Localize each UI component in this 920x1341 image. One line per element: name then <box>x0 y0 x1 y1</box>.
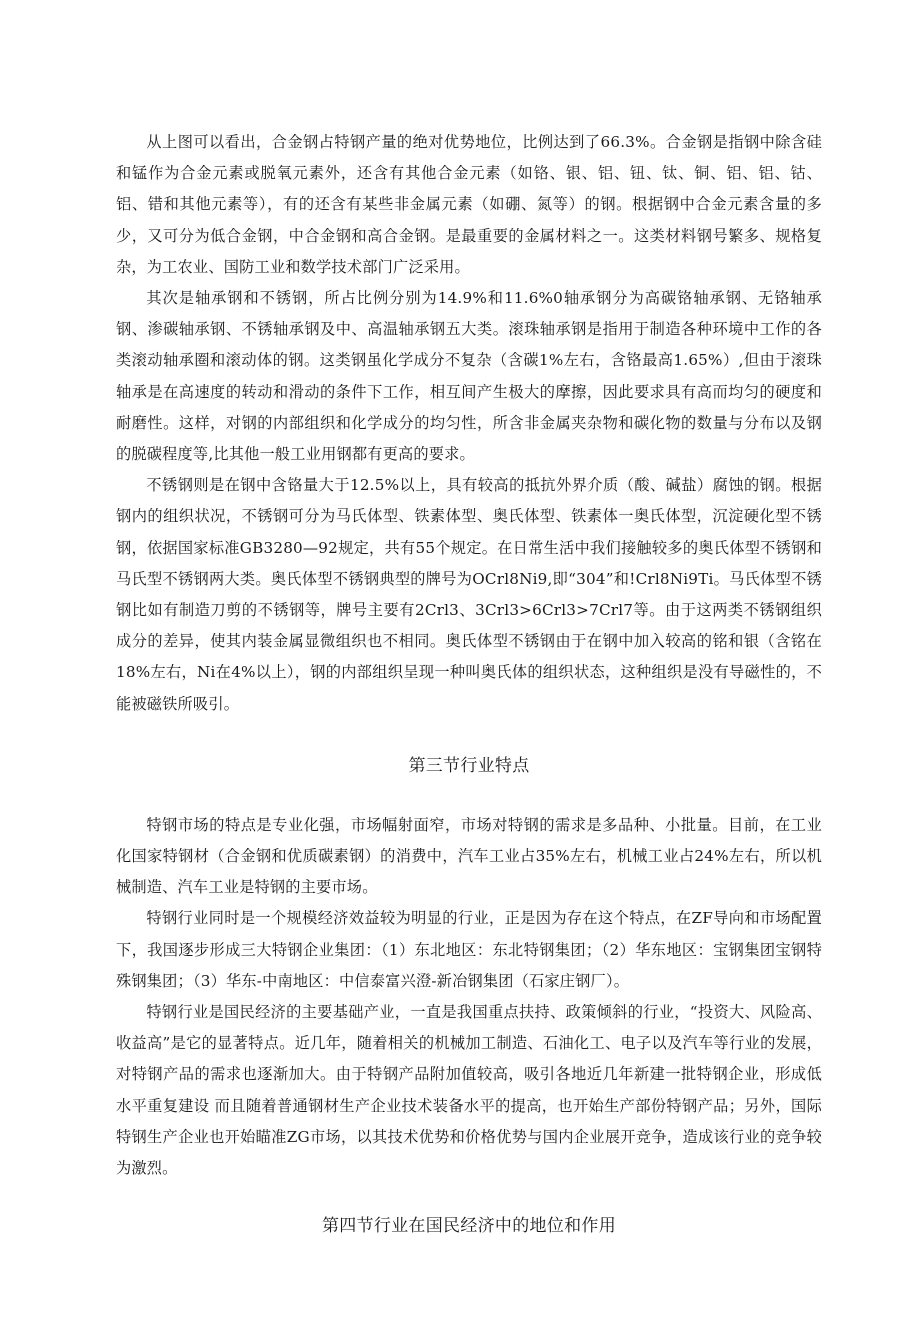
spacer <box>116 720 822 751</box>
section-heading-4: 第四节行业在国民经济中的地位和作用 <box>321 1216 617 1237</box>
paragraph-competition: 特钢行业是国民经济的主要基础产业，一直是我国重点扶持、政策倾斜的行业，“投资大、风险高、收益高”是它的显著特点。近几年，随着相关的机械加工制造、石油化工、电子以及汽车等行业的发展，对特钢产品的需求也逐渐加大。由于特钢产品附加值较高，吸引各地近几年新建一批特钢企业，形成低水平重复建设 而且随着普通钢材生产企业技术装备水平的提高，也开始生产部份特钢产品；另外，国际特钢生产企业也开始瞄准ZG市场，以其技术优势和价格优势与国内企业展开竞争，造成该行业的竞争较为激烈。 <box>116 1003 822 1178</box>
paragraph-bearing-steel: 其次是轴承钢和不锈钢，所占比例分别为14.9%和11.6%0轴承钢分为高碳铬轴承钢、无铬轴承钢、渗碳轴承钢、不锈轴承钢及中、高温轴承钢五大类。滚珠轴承钢是指用于制造各种环境中工作的各类滚动轴承圈和滚动体的钢。这类钢虽化学成分不复杂（含碳1%左右，含铬最高1.65%）,但由于滚珠轴承是在高速度的转动和滑动的条件下工作，相互间产生极大的摩擦，因此要求具有高而均匀的硬度和耐磨性。这样，对钢的内部组织和化学成分的均匀性，所含非金属夹杂物和碳化物的数量与分布以及钢的脱碳程度等,比其他一般工业用钢都有更高的要求。 <box>116 289 822 464</box>
paragraph-enterprise-groups: 特钢行业同时是一个规模经济效益较为明显的行业，正是因为存在这个特点，在ZF导向和市场配置下，我国逐步形成三大特钢企业集团：（1）东北地区：东北特钢集团；（2）华东地区：宝钢集团宝钢特殊钢集团；（3）华东-中南地区：中信泰富兴澄-新冶钢集团（石家庄钢厂）。 <box>116 909 822 990</box>
paragraph-market-features: 特钢市场的特点是专业化强，市场幅射面窄，市场对特钢的需求是多品种、小批量。目前，在工业化国家特钢材（合金钢和优质碳素钢）的消费中，汽车工业占35%左右，机械工业占24%左右，所以机械制造、汽车工业是特钢的主要市场。 <box>116 815 822 897</box>
paragraph-stainless-steel: 不锈钢则是在钢中含铬量大于12.5%以上，具有较高的抵抗外界介质（酸、碱盐）腐蚀的钢。根据钢内的组织状况，不锈钢可分为马氏体型、铁素体型、奥氏体型、铁素体一奥氏体型，沉淀硬化型不锈钢，依据国家标准GB3280—92规定，共有55个规定。在日常生活中我们接触较多的奥氏体型不锈钢和马氏型不锈钢两大类。奥氏体型不锈钢典型的牌号为OCrl8Ni9,即“304”和!Crl8Ni9Ti。马氏体型不锈钢比如有制造刀剪的不锈钢等，牌号主要有2Crl3、3Crl3>6Crl3>7Crl7等。由于这两类不锈钢组织成分的差异，使其内装金属显微组织也不相同。奥氏体型不锈钢由于在钢中加入较高的铭和银（含铭在18%左右，Ni在4%以上），钢的内部组织呈现一种叫奥氏体的组织状态，这种组织是没有导磁性的，不能被磁铁所吸引。 <box>116 476 822 713</box>
paragraph-alloy-steel: 从上图可以看出，合金钢占特钢产量的绝对优势地位，比例达到了66.3%。合金钢是指钢中除含硅和锰作为合金元素或脱氧元素外，还含有其他合金元素（如铬、银、铝、钮、钛、铜、铝、铝、钴、铝、错和其他元素等），有的还含有某些非金属元素（如硼、氮等）的钢。根据钢中合金元素含量的多少，又可分为低合金钢，中合金钢和高合金钢。是最重要的金属材料之一。这类材料钢号繁多、规格复杂，为工农业、国防工业和数学技术部门广泛采用。 <box>116 133 822 276</box>
spacer <box>116 1184 822 1211</box>
section-heading-3: 第三节行业特点 <box>408 755 530 776</box>
page-content <box>116 127 822 1242</box>
spacer <box>116 782 822 810</box>
